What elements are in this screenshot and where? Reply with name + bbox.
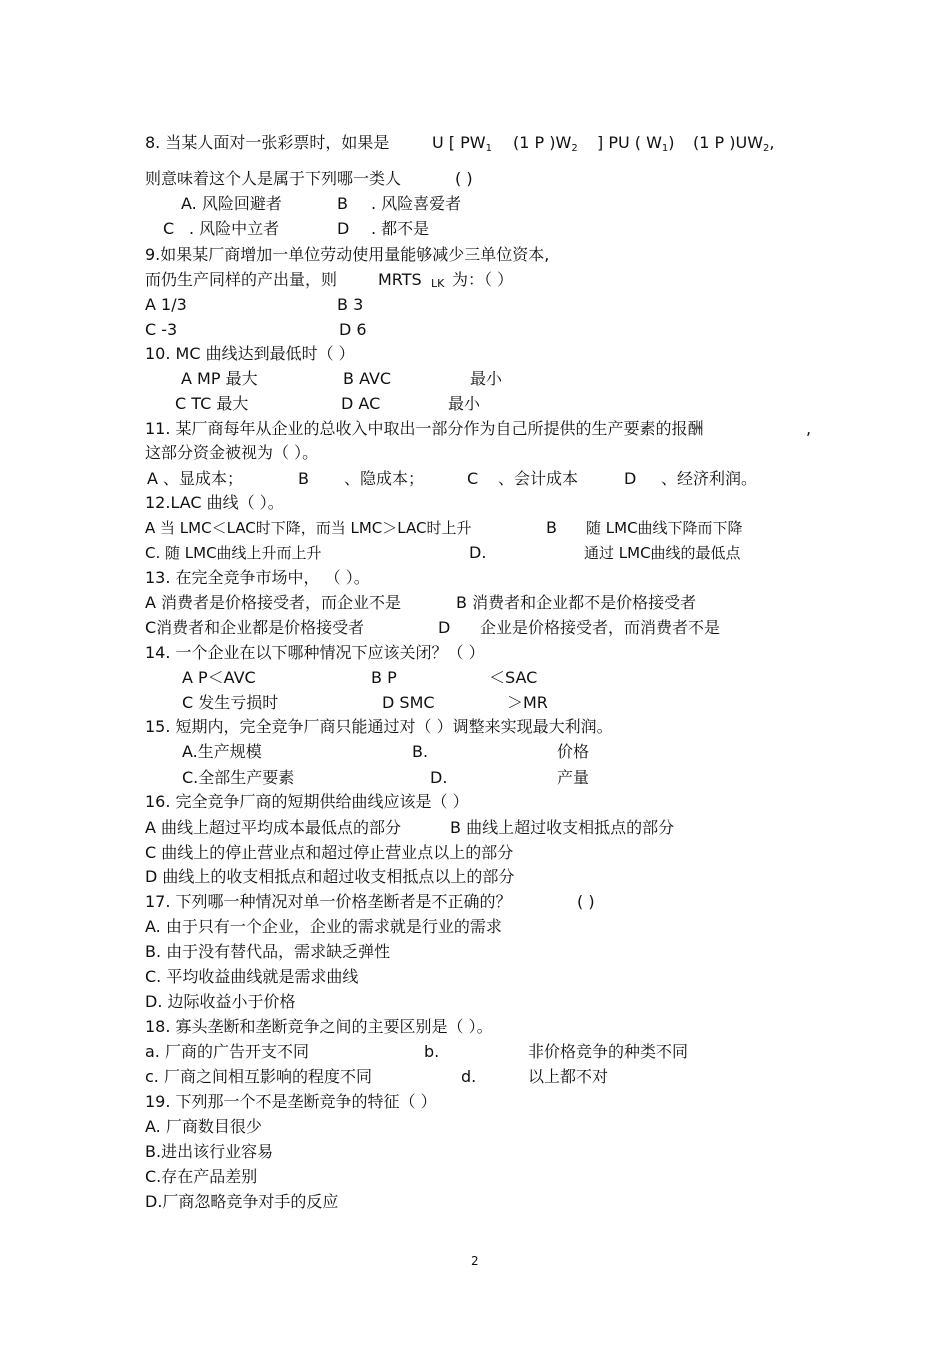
question-9-line-1: 9.如果某厂商增加一单位劳动使用量能够减少三单位资本, [145,245,550,264]
question-12-options-cd: C. 随 LMC曲线上升而上升 D. 通过 LMC曲线的最低点 [145,543,741,562]
question-19-stem: 19. 下列那一个不是垄断竞争的特征（ ） [145,1092,437,1111]
question-15-options-ab: A.生产规模 B. 价格 [182,742,590,761]
question-8-formula-part4: (1 P )$UW_2$, [693,133,775,154]
page-number: 2 [471,1254,479,1268]
question-17-option-a: A. 由于只有一个企业，企业的需求就是行业的需求 [145,917,502,936]
question-16-options-ab: A 曲线上超过平均成本最低点的部分 B 曲线上超过收支相抵点的部分 [145,818,675,837]
question-10-stem: 10. MC 曲线达到最低时（ ） [145,344,355,363]
question-8-options-cd: C . 风险中立者 D . 都不是 [163,219,430,238]
question-9-line-2: 而仍生产同样的产出量，则 MRTS LK 为：（ ） [145,270,514,290]
question-16-option-c: C 曲线上的停止营业点和超过停止营业点以上的部分 [145,843,514,862]
question-8-formula: U [ $PW_1$ [432,133,492,154]
question-16-stem: 16. 完全竞争厂商的短期供给曲线应该是（ ） [145,792,469,811]
option-c: . 风险中立者 [189,219,280,238]
question-14-options-ab: A P＜AVC B P ＜SAC [182,668,538,687]
question-19-option-a: A. 厂商数目很少 [145,1117,262,1136]
question-16-option-d: D 曲线上的收支相抵点和超过收支相抵点以上的部分 [145,867,515,886]
question-8-line-1 [0,133,950,155]
question-15-stem: 15. 短期内，完全竞争厂商只能通过对（ ）调整来实现最大利润。 [145,717,613,736]
question-17-option-c: C. 平均收益曲线就是需求曲线 [145,967,359,986]
question-19-option-b: B.进出该行业容易 [145,1142,274,1161]
question-19-option-d: D.厂商忽略竞争对手的反应 [145,1192,339,1211]
question-9-options-cd: C -3 D 6 [145,320,367,339]
question-19-option-c: C.存在产品差别 [145,1167,258,1186]
question-13-options-cd: C消费者和企业都是价格接受者 D 企业是价格接受者，而消费者不是 [145,618,721,637]
question-18-options-ab: a. 厂商的广告开支不同 b. 非价格竞争的种类不同 [145,1042,689,1061]
question-18-stem: 18. 寡头垄断和垄断竞争之间的主要区别是（ ）。 [145,1017,493,1036]
question-11-line-2: 这部分资金被视为（ ）。 [145,443,319,462]
question-8-formula-part2: (1 P )$W_2$ [513,133,578,154]
question-9-options-ab: A 1/3 B 3 [145,295,364,314]
question-8-stem: 8. 当某人面对一张彩票时，如果是 [145,133,390,152]
question-13-options-ab: A 消费者是价格接受者，而企业不是 B 消费者和企业都不是价格接受者 [145,593,697,612]
option-a: A. 风险回避者 [181,194,282,213]
question-8-formula-part3: ] PU ( $W_1$) [597,133,675,154]
question-8-line-2: 则意味着这个人是属于下列哪一类人 ( ) [145,169,473,188]
option-b: . 风险喜爱者 [371,194,462,213]
question-14-options-cd: C 发生亏损时 D SMC ＞MR [182,693,548,712]
option-d: . 都不是 [371,219,430,238]
question-13-stem: 13. 在完全竞争市场中， （ ）。 [145,568,370,587]
question-17-option-d: D. 边际收益小于价格 [145,992,296,1011]
question-17-stem: 17. 下列哪一种情况对单一价格垄断者是不正确的？ ( ) [145,892,595,911]
question-15-options-cd: C.全部生产要素 D. 产量 [182,768,590,787]
question-18-options-cd: c. 厂商之间相互影响的程度不同 d. 以上都不对 [145,1067,609,1086]
question-14-stem: 14. 一个企业在以下哪种情况下应该关闭？（ ） [145,643,485,662]
question-12-options-ab: A 当 LMC＜LAC时下降，而当 LMC＞LAC时上升 B 随 LMC曲线下降而下降 [145,518,743,537]
question-12-stem: 12.LAC 曲线（ ）。 [145,493,284,512]
question-8-options-ab: A. 风险回避者 B . 风险喜爱者 [181,194,462,213]
question-10-options-cd: C TC 最大 D AC 最小 [175,394,481,413]
question-17-option-b: B. 由于没有替代品，需求缺乏弹性 [145,942,391,961]
question-11-options: A 、显成本； B 、隐成本； C 、会计成本 D 、经济利润。 [147,469,758,488]
question-11-line-1: 11. 某厂商每年从企业的总收入中取出一部分作为自己所提供的生产要素的报酬 , [145,419,812,438]
question-10-options-ab: A MP 最大 B AVC 最小 [181,369,503,388]
